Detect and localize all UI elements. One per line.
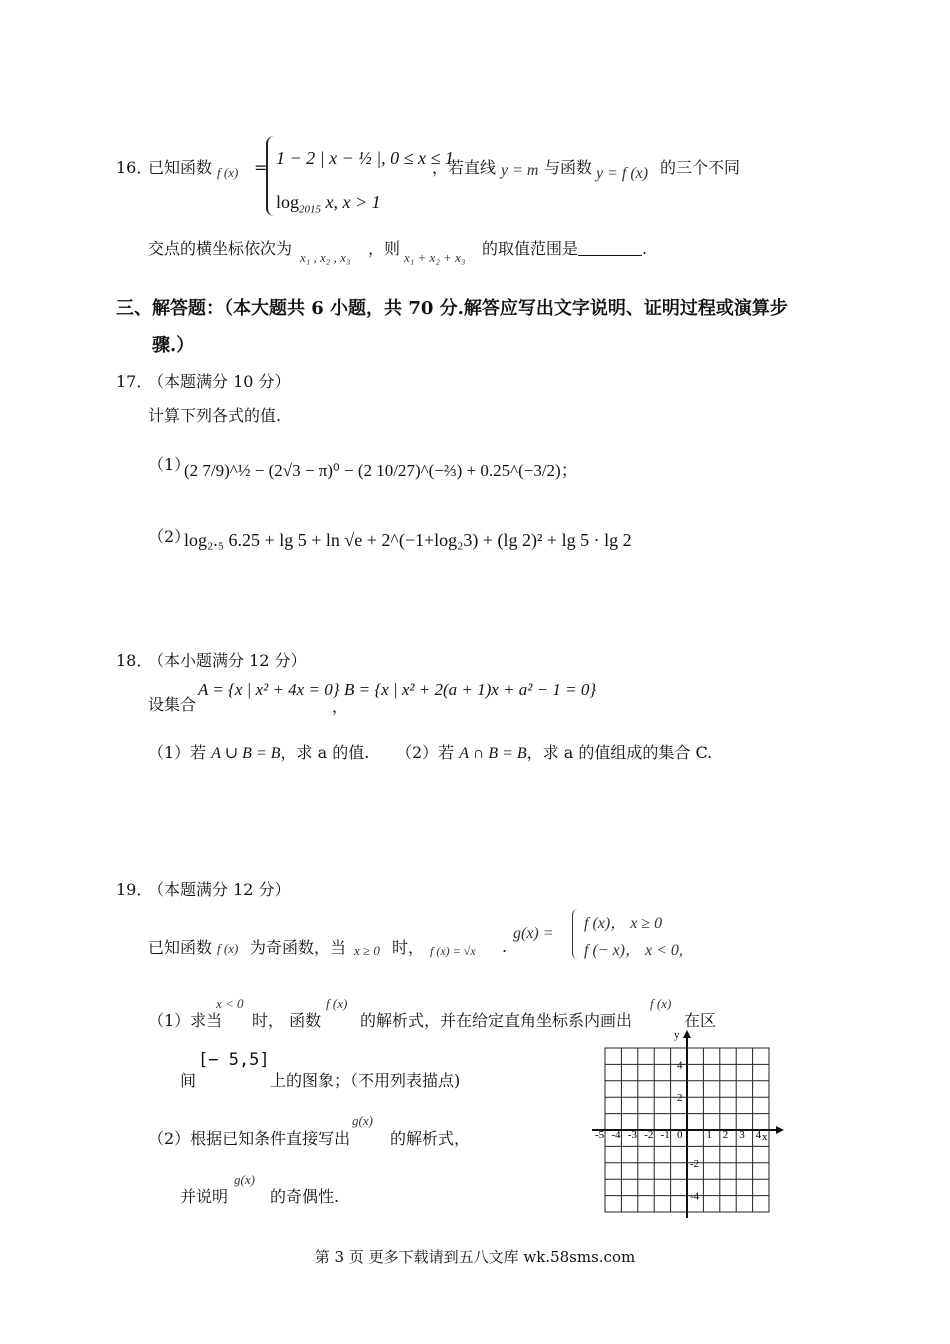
q16-x-sum: x₁ + x₂ + x₃ (404, 250, 466, 265)
q18-part1-label: （1）若 (148, 743, 207, 762)
q19-line1-fx: f (x) (217, 941, 239, 956)
q19-g-brace (572, 909, 579, 959)
q19-line1-dot: . (502, 937, 508, 956)
q18-number: 18． (116, 651, 153, 670)
q18-part2 (396, 740, 712, 763)
q16-with-fn: 与函数 (544, 158, 593, 177)
q16-end: . (642, 239, 648, 258)
q19-g-def: g(x) = (513, 925, 554, 942)
x-tick-label: 3 (739, 1129, 745, 1141)
q16-line2-c (482, 236, 647, 259)
page-footer: 第 3 页 更多下载请到五八文库 wk.58sms.com (314, 1248, 636, 1266)
axis-x-label: x (762, 1131, 768, 1143)
y-tick-label: 2 (677, 1092, 683, 1105)
q17-number: 17． (116, 372, 153, 391)
q16-tail: 的三个不同 (660, 158, 741, 177)
q17-part1-expr: (2 7/9)^½ − (2√3 − π)⁰ − (2 10/27)^(−⅔) + 0.25^(−3/2)； (184, 461, 578, 480)
y-tick-label: 4 (677, 1059, 683, 1072)
q18-part1 (148, 740, 369, 763)
q19-g-case1: f (x)， x ≥ 0 (584, 915, 663, 932)
q19-p1-interval: [− 5,5] (198, 1050, 270, 1070)
q16-answer-blank[interactable] (578, 241, 642, 256)
q19-line1-c: 时， (392, 938, 425, 957)
x-tick-label: -4 (611, 1129, 621, 1141)
q16-piece2-rest: x, x > 1 (321, 192, 381, 212)
x-tick-label: -3 (627, 1129, 637, 1141)
section3-title-line1: 三、解答题：（本大题共 6 小题，共 70 分.解答应写出文字说明、证明过程或演算步 (116, 298, 788, 319)
q19-number: 19． (116, 880, 153, 899)
q16-piece2-log: log (276, 192, 300, 212)
section3-title-line2: 骤.） (152, 335, 195, 356)
q17-score: （本题满分 10 分） (148, 372, 291, 391)
q19-p1-e: 间 (180, 1071, 197, 1090)
q16-piece2-base: 2015 (299, 203, 322, 216)
x-tick-label: -1 (660, 1129, 670, 1141)
q19-p1-fx2: f (x) (650, 996, 672, 1011)
q18-part2-expr: A ∩ B = B (459, 745, 527, 762)
x-tick-label: 0 (677, 1129, 683, 1141)
q16-yfx: y = f (x) (596, 165, 649, 182)
q16-line2-a: 交点的横坐标依次为 (148, 239, 293, 258)
q18-setB: B = {x | x² + 2(a + 1)x + a² − 1 = 0} (344, 680, 597, 699)
q16-number: 16． (116, 158, 153, 177)
q17-part1-label: （1） (148, 455, 191, 474)
q19-p1-cond: x < 0 (216, 996, 244, 1011)
q19-p1-d: 在区 (684, 1011, 717, 1030)
q16-piece2 (276, 192, 381, 216)
axes (592, 1038, 776, 1218)
q18-part1-tail: ，求 a 的值. (280, 743, 370, 762)
y-tick-label: -4 (690, 1190, 700, 1203)
q16-brace (266, 136, 276, 216)
q19-line1-a: 已知函数 (148, 938, 213, 957)
q19-p2-c: 并说明 (180, 1187, 229, 1206)
q18-part1-expr: A ∪ B = B (211, 745, 281, 762)
y-axis-arrow-icon (683, 1030, 691, 1038)
q19-line1-cond: x ≥ 0 (354, 943, 380, 958)
q18-part2-tail: ，求 a 的值组成的集合 C. (526, 743, 713, 762)
x-tick-label: 2 (722, 1129, 729, 1141)
q18-set-lead: 设集合 (148, 695, 197, 714)
q16-x-vars: x₁ , x₂ , x₃ (300, 250, 351, 265)
y-tick-label: -2 (690, 1157, 700, 1170)
q16-line2-c-text: 的取值范围是 (482, 239, 579, 258)
q19-p2-gx: g(x) (352, 1113, 373, 1128)
q19-p1-fx: f (x) (326, 996, 348, 1011)
x-axis-arrow-icon (776, 1126, 784, 1134)
q19-line1-def: f (x) = √x (430, 944, 476, 958)
q17-instruction: 计算下列各式的值. (148, 406, 282, 425)
q19-line1-b: 为奇函数，当 (250, 938, 347, 957)
q16-line2-b: ，则 (368, 239, 401, 258)
q16-ym: y = m (501, 162, 539, 179)
q18-setA: A = {x | x² + 4x = 0} (198, 680, 340, 699)
x-tick-label: -5 (595, 1129, 605, 1141)
q19-p1-f: 上的图象；（不用列表描点) (270, 1071, 461, 1090)
q16-if-line: ，若直线 (432, 158, 497, 177)
q18-part2-label: （2）若 (396, 743, 455, 762)
q16-fx: f (x) (217, 165, 239, 180)
q19-score: （本题满分 12 分） (148, 880, 291, 899)
q19-p2-gx2: g(x) (234, 1172, 255, 1187)
x-tick-label: 1 (706, 1129, 712, 1141)
q17-part2-expr: log₂.₅ 6.25 + lg 5 + ln √e + 2^(−1+log₂3) + (lg 2)² + lg 5 · lg 2 (184, 530, 632, 550)
q19-coordinate-grid[interactable] (588, 1024, 788, 1220)
q18-comma: ， (332, 697, 349, 716)
q19-p1-c: 的解析式，并在给定直角坐标系内画出 (360, 1011, 633, 1030)
q17-part2-label: （2） (148, 527, 191, 546)
axis-y-label: y (674, 1029, 680, 1041)
q19-p2-b: 的解析式， (390, 1129, 471, 1148)
q19-p2-d: 的奇偶性. (270, 1187, 340, 1206)
q19-p1-a: （1）求当 (148, 1011, 223, 1030)
q19-g-case2: f (− x)， x < 0, (584, 942, 683, 959)
x-tick-label: 4 (755, 1129, 762, 1141)
q19-p1-b: 时， 函数 (252, 1011, 322, 1030)
q16-eq: = (254, 158, 268, 177)
x-tick-label: -2 (644, 1129, 654, 1141)
q16-lead: 已知函数 (148, 158, 213, 177)
q18-score: （本小题满分 12 分） (148, 651, 307, 670)
q19-p2-a: （2）根据已知条件直接写出 (148, 1129, 351, 1148)
q16-piece1: 1 − 2 | x − ½ |, 0 ≤ x ≤ 1 (276, 148, 454, 168)
